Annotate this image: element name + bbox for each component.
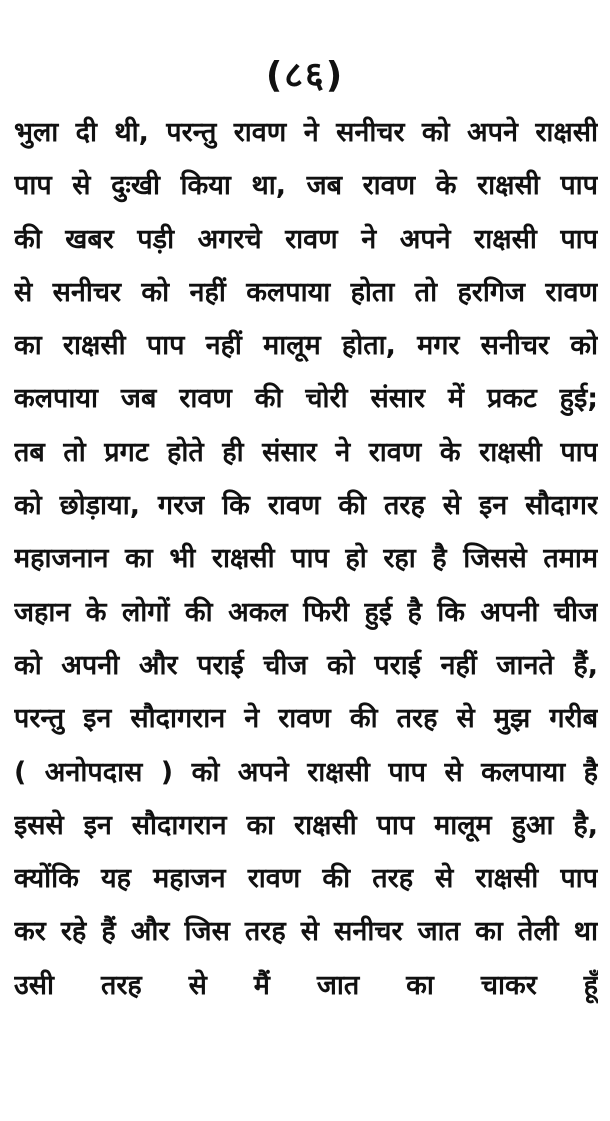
text-line-9: महाजनान का भी राक्षसी पाप हो रहा है जिससे तमाम xyxy=(14,543,598,575)
text-line-15: क्योंकि यह महाजन रावण की तरह से राक्षसी पाप xyxy=(14,863,598,895)
text-line-7: तब तो प्रगट होते ही संसार ने रावण के राक्षसी पाप xyxy=(14,436,598,468)
text-line-4: से सनीचर को नहीं कलपाया होता तो हरगिज रावण xyxy=(14,276,598,308)
text-line-10: जहान के लोगों की अकल फिरी हुई है कि अपनी चीज xyxy=(14,596,598,628)
text-line-8: को छोड़ाया, गरज कि रावण की तरह से इन सौदागर xyxy=(14,490,598,522)
text-line-3: की खबर पड़ी अगरचे रावण ने अपने राक्षसी पाप xyxy=(14,223,598,255)
text-line-6: कलपाया जब रावण की चोरी संसार में प्रकट हुई; xyxy=(14,383,598,415)
text-line-13: ( अनोपदास ) को अपने राक्षसी पाप से कलपाया है xyxy=(14,756,598,788)
text-line-12: परन्तु इन सौदागरान ने रावण की तरह से मुझ गरीब xyxy=(14,703,598,735)
text-line-14: इससे इन सौदागरान का राक्षसी पाप मालूम हुआ है, xyxy=(14,809,598,841)
text-line-11: को अपनी और पराई चीज को पराई नहीं जानते हैं, xyxy=(14,649,598,681)
text-line-2: पाप से दुःखी किया था, जब रावण के राक्षसी पाप xyxy=(14,170,598,202)
page-number: (८६) xyxy=(265,55,345,96)
text-line-17: उसी तरह से मैं जात का चाकर हूँ xyxy=(14,969,598,1001)
text-line-1: भुला दी थी, परन्तु रावण ने सनीचर को अपने राक्षसी xyxy=(14,117,598,148)
body-text xyxy=(14,106,598,1012)
text-line-16: कर रहे हैं और जिस तरह से सनीचर जात का तेली था xyxy=(14,916,598,948)
text-line-5: का राक्षसी पाप नहीं मालूम होता, मगर सनीचर को xyxy=(14,330,598,362)
